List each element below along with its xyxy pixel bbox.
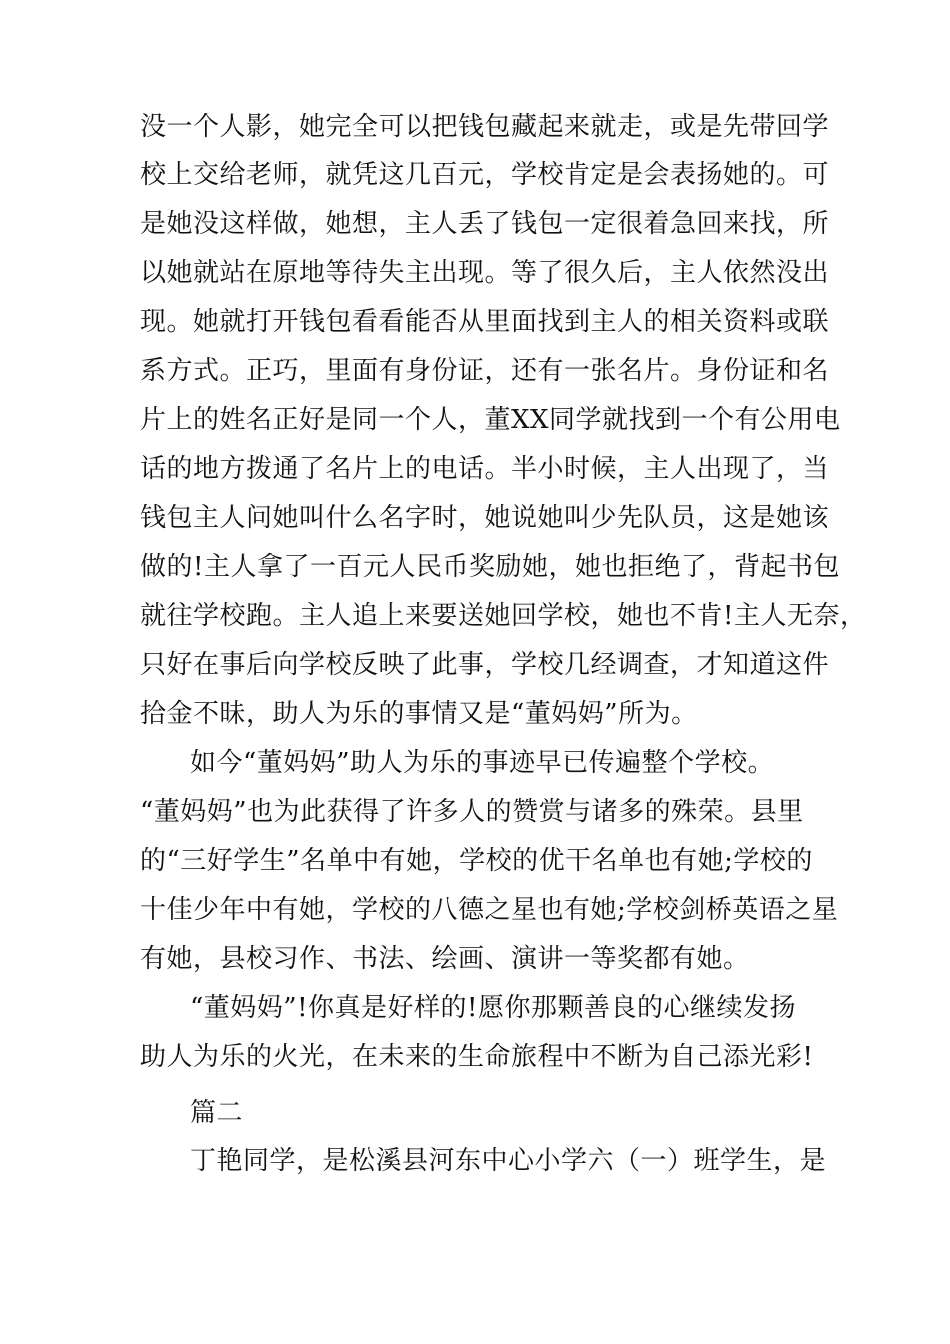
text-line: 拾金不昧，助人为乐的事情又是“董妈妈”所为。 (140, 699, 698, 729)
paragraph-start-line: 丁艳同学，是松溪县河东中心小学六（一）班学生，是 (190, 1146, 827, 1176)
paragraph-start-line: “董妈妈”!你真是好样的!愿你那颗善良的心继续发扬 (190, 993, 796, 1023)
text-line: 助人为乐的火光，在未来的生命旅程中不断为自己添光彩! (140, 1042, 814, 1072)
text-line: 没一个人影，她完全可以把钱包藏起来就走，或是先带回学 (140, 112, 830, 142)
text-line: 片上的姓名正好是同一个人，董XX同学就找到一个有公用电 (140, 405, 841, 435)
text-line: 只好在事后向学校反映了此事，学校几经调查，才知道这件 (140, 650, 830, 680)
text-line: 是她没这样做，她想，主人丢了钱包一定很着急回来找，所 (140, 209, 830, 239)
text-line: 系方式。正巧，里面有身份证，还有一张名片。身份证和名 (140, 356, 830, 386)
text-line: 话的地方拨通了名片上的电话。半小时候，主人出现了，当 (140, 454, 830, 484)
text-line: 就往学校跑。主人追上来要送她回学校，她也不肯!主人无奈， (140, 601, 867, 631)
text-line: “董妈妈”也为此获得了许多人的赞赏与诸多的殊荣。县里 (140, 797, 804, 827)
text-line: 以她就站在原地等待失主出现。等了很久后，主人依然没出 (140, 258, 830, 288)
text-line: 校上交给老师，就凭这几百元，学校肯定是会表扬她的。可 (140, 160, 830, 190)
text-line: 钱包主人问她叫什么名字时，她说她叫少先队员，这是她该 (140, 503, 830, 533)
paragraph-start-line: 如今“董妈妈”助人为乐的事迹早已传遍整个学校。 (190, 748, 775, 778)
text-line: 十佳少年中有她，学校的八德之星也有她;学校剑桥英语之星 (140, 895, 839, 925)
text-line: 的“三好学生”名单中有她，学校的优干名单也有她;学校的 (140, 846, 813, 876)
text-line: 现。她就打开钱包看看能否从里面找到主人的相关资料或联 (140, 307, 830, 337)
section-heading: 篇二 (190, 1098, 244, 1128)
text-line: 有她，县校习作、书法、绘画、演讲一等奖都有她。 (140, 944, 750, 974)
text-line: 做的!主人拿了一百元人民币奖励她，她也拒绝了，背起书包 (140, 552, 840, 582)
